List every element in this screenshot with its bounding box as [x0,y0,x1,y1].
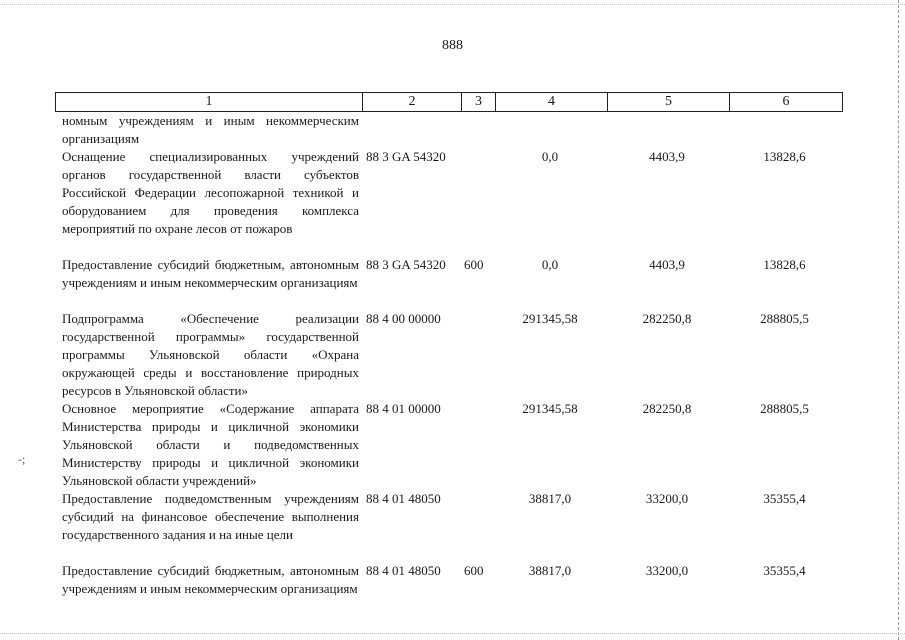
row-value-2019: 38817,0 [528,491,572,506]
row-value-2020: 4403,9 [649,149,685,164]
row-value-2021 [728,112,841,148]
header-col-3: 3 [461,93,495,111]
row-vr [460,400,494,490]
row-vr: 600 [464,563,484,578]
header-col-1: 1 [205,94,213,109]
row-name: Предоставление субсидий бюджетным, автономным учреждениям и иным некоммерческим организациям [62,257,359,290]
table-row [55,400,841,490]
row-name: Предоставление подведомственным учреждениям субсидий на финансовое обеспечение выполнения государственного задания и на иные цели [62,491,359,542]
header-col-5: 5 [607,93,729,111]
header-col-6: 6 [729,93,842,111]
page-number: 888 [442,38,463,53]
row-name: Предоставление субсидий бюджетным, автономным учреждениям и иным некоммерческим организациям [62,563,359,596]
row-code: 88 4 01 00000 [366,401,441,416]
row-value-2020: 4403,9 [649,257,685,272]
row-value-2020: 282250,8 [642,401,692,416]
scan-edge-right [898,0,899,640]
row-value-2019 [494,112,606,148]
row-code [361,112,460,148]
row-value-2021: 35355,4 [763,563,806,578]
row-value-2019: 0,0 [541,257,559,272]
row-name: Подпрограмма «Обеспечение реализации государственной программы» государственной программы Ульяновской области «Охрана окружающей среды и восстановление природных ресурсов в Ульяновской области» [62,311,359,398]
row-vr [460,490,494,562]
row-code: 88 4 01 48050 [366,563,441,578]
row-value-2019: 38817,0 [528,563,572,578]
row-vr [460,148,494,256]
row-vr: 600 [464,257,484,272]
row-value-2020: 33200,0 [645,563,689,578]
table-row [55,562,841,616]
row-value-2021: 35355,4 [763,491,806,506]
table-row [55,148,841,256]
table-row [55,256,841,310]
row-code: 88 3 GA 54320 [366,257,446,272]
scan-edge-bottom [0,633,905,634]
scan-edge-top [0,4,905,5]
margin-mark: -; [18,452,26,466]
row-value-2021: 288805,5 [760,401,809,416]
row-value-2019: 0,0 [541,149,559,164]
row-value-2020 [606,112,728,148]
row-value-2021: 13828,6 [763,257,806,272]
table-row [55,490,841,562]
row-value-2020: 33200,0 [645,491,689,506]
header-col-4: 4 [495,93,607,111]
row-code: 88 4 00 00000 [366,311,441,326]
row-code: 88 3 GA 54320 [366,149,446,164]
row-value-2019: 291345,58 [522,401,578,416]
table-header [55,92,843,112]
row-code: 88 4 01 48050 [366,491,441,506]
table-row [55,310,841,400]
header-col-2: 2 [362,93,461,111]
table-body [55,112,841,616]
row-name: Оснащение специализированных учреждений органов государственной власти субъектов Российской Федерации лесопожарной техникой и оборудованием для проведения комплекса мероприятий по охране лесов от пожаров [62,149,359,236]
row-value-2021: 13828,6 [763,149,806,164]
row-value-2019: 291345,58 [522,311,578,326]
row-name: Основное мероприятие «Содержание аппарата Министерства природы и цикличной экономики Ульяновской области и подведомственных Министерству природы и цикличной экономики Ульяновской области учреждений» [62,401,359,488]
row-vr [460,310,494,400]
table-row [55,112,841,148]
row-name: номным учреждениям и иным некоммерческим организациям [62,113,359,146]
row-value-2020: 282250,8 [642,311,692,326]
row-value-2021: 288805,5 [760,311,809,326]
row-vr [460,112,494,148]
